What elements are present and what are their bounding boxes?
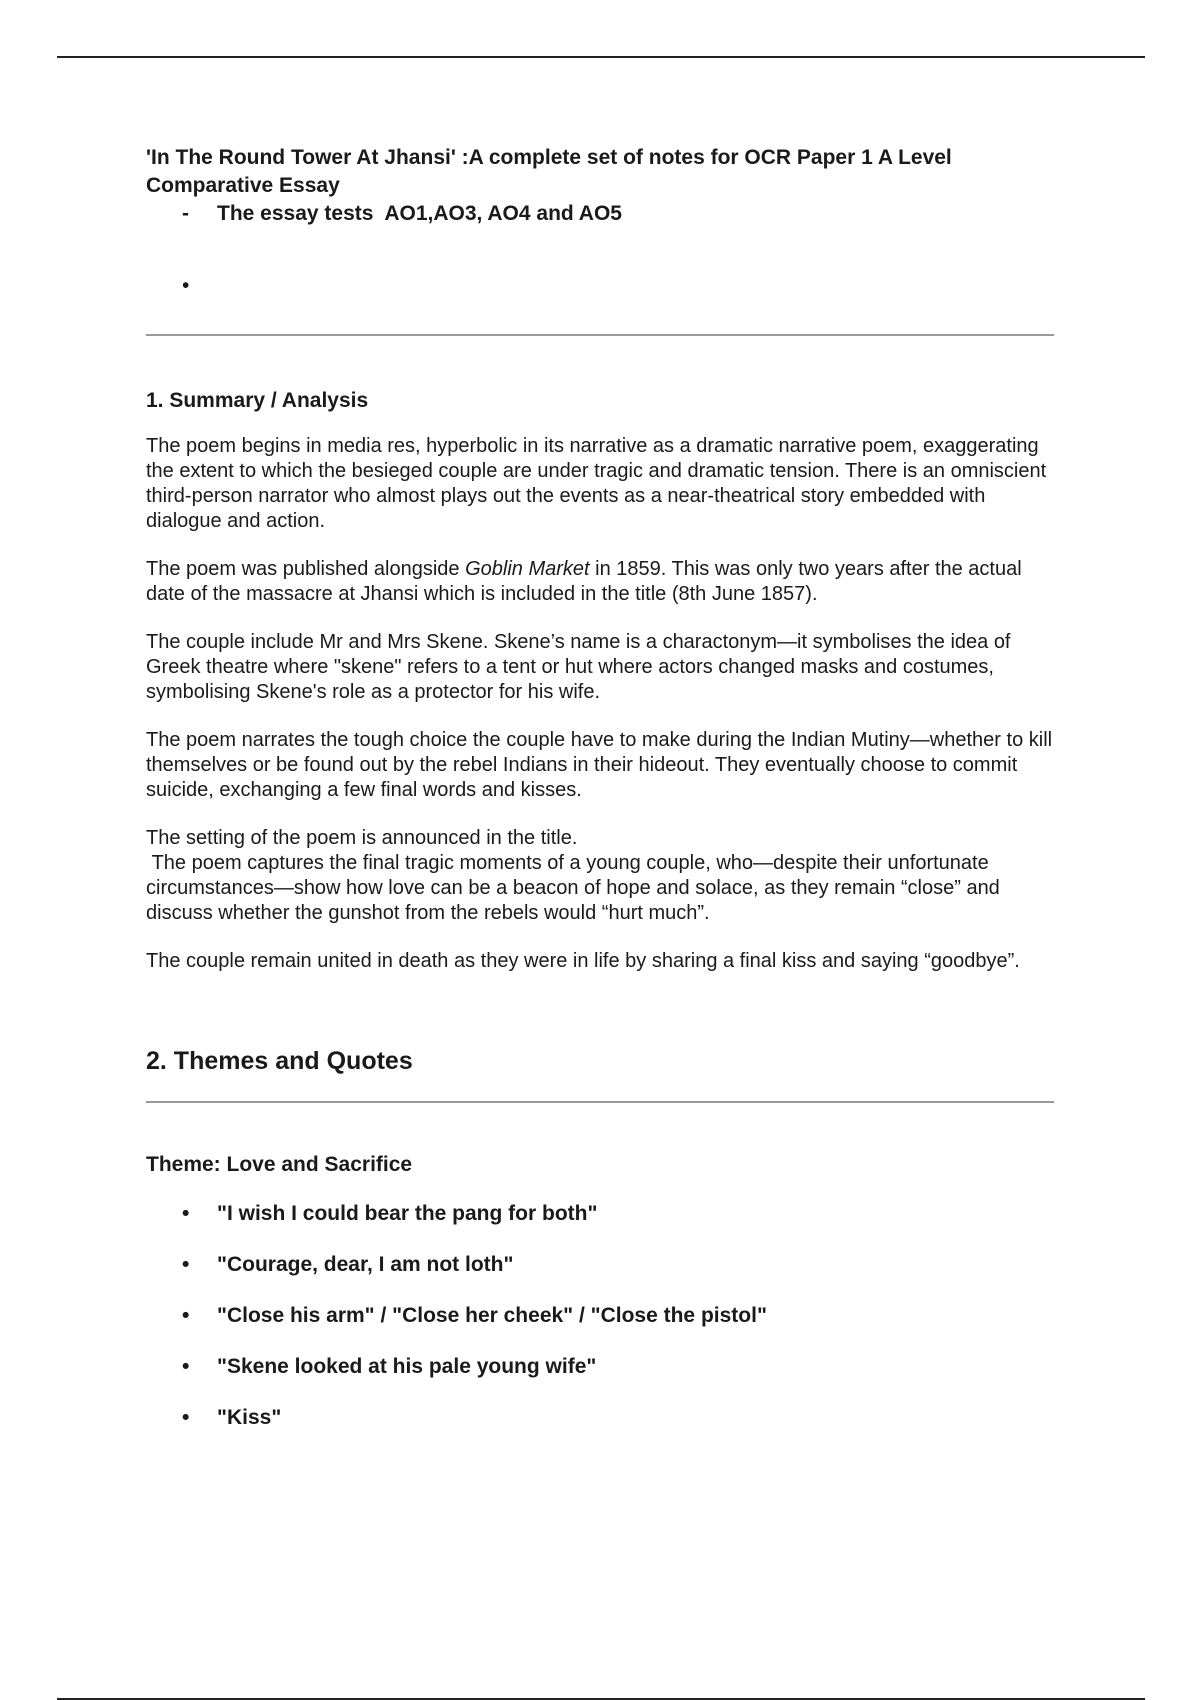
quote-text: "Close his arm" / "Close her cheek" / "Close the pistol" bbox=[217, 1304, 767, 1327]
bullet-marker: • bbox=[182, 1355, 190, 1378]
list-item bbox=[182, 1353, 1066, 1381]
page-top-rule bbox=[57, 56, 1145, 58]
paragraph-text: The poem was published alongside bbox=[146, 558, 466, 580]
paragraph-intro: The poem begins in media res, hyperbolic in its narrative as a dramatic narrative poem, exaggerating the extent to which the besieged couple are under tragic and dramatic tension. There is an omniscient third-person narrator who almost plays out the events as a near-theatrical story embedded with dialogue and action. bbox=[146, 435, 1047, 532]
section-divider bbox=[146, 334, 1054, 336]
document-body bbox=[146, 144, 1066, 1455]
quote-text: "Courage, dear, I am not loth" bbox=[217, 1253, 514, 1276]
bullet-marker: • bbox=[182, 1304, 190, 1327]
theme-heading: Theme: Love and Sacrifice bbox=[146, 1153, 413, 1176]
paragraph-text: in 1859. This was only two years after the actual date of the massacre at Jhansi which is included in the title (8th June 1857). bbox=[146, 558, 1022, 605]
section-divider bbox=[146, 1101, 1054, 1103]
quote-text: "I wish I could bear the pang for both" bbox=[217, 1202, 598, 1225]
list-item bbox=[182, 1404, 1066, 1432]
paragraph-publication bbox=[146, 557, 1066, 607]
paragraph-ending: The couple remain united in death as they were in life by sharing a final kiss and saying “goodbye”. bbox=[146, 950, 1020, 972]
bullet-marker: • bbox=[182, 1253, 190, 1276]
paragraph-text: The poem captures the final tragic moments of a young couple, who—despite their unfortunate circumstances—show how love can be a beacon of hope and solace, as they remain “close” and discuss whether the gunshot from the rebels would “hurt much”. bbox=[146, 852, 1006, 924]
quote-text: "Kiss" bbox=[217, 1406, 282, 1429]
quote-text: "Skene looked at his pale young wife" bbox=[217, 1355, 597, 1378]
empty-bullet-item bbox=[182, 272, 1066, 300]
dash-item-text: The essay tests AO1,AO3, AO4 and AO5 bbox=[217, 202, 622, 225]
section-heading-summary: 1. Summary / Analysis bbox=[146, 389, 369, 412]
bullet-marker: • bbox=[182, 1202, 190, 1225]
paragraph-characters: The couple include Mr and Mrs Skene. Skene’s name is a charactonym—it symbolises the idea of Greek theatre where "skene" refers to a tent or hut where actors changed masks and costumes, symbolising Skene's role as a protector for his wife. bbox=[146, 631, 1011, 703]
paragraph-narration: The poem narrates the tough choice the couple have to make during the Indian Mutiny—whether to kill themselves or be found out by the rebel Indians in their hideout. They eventually choose to commit suicide, exchanging a few final words and kisses. bbox=[146, 729, 1053, 801]
list-item bbox=[182, 1302, 1066, 1330]
italic-title: Goblin Market bbox=[465, 558, 590, 580]
quote-list bbox=[182, 1200, 1066, 1432]
paragraph-setting bbox=[146, 826, 1066, 926]
list-item bbox=[182, 1200, 1066, 1228]
dash-marker: - bbox=[182, 202, 189, 225]
list-item bbox=[182, 1251, 1066, 1279]
bullet-marker: • bbox=[182, 1406, 190, 1429]
section-heading-themes: 2. Themes and Quotes bbox=[146, 1047, 413, 1075]
dash-list-item bbox=[182, 200, 1066, 228]
document-title: 'In The Round Tower At Jhansi' :A complete set of notes for OCR Paper 1 A Level Comparative Essay bbox=[146, 146, 952, 197]
bullet-marker: • bbox=[182, 274, 190, 297]
paragraph-text: The setting of the poem is announced in the title. bbox=[146, 827, 578, 849]
